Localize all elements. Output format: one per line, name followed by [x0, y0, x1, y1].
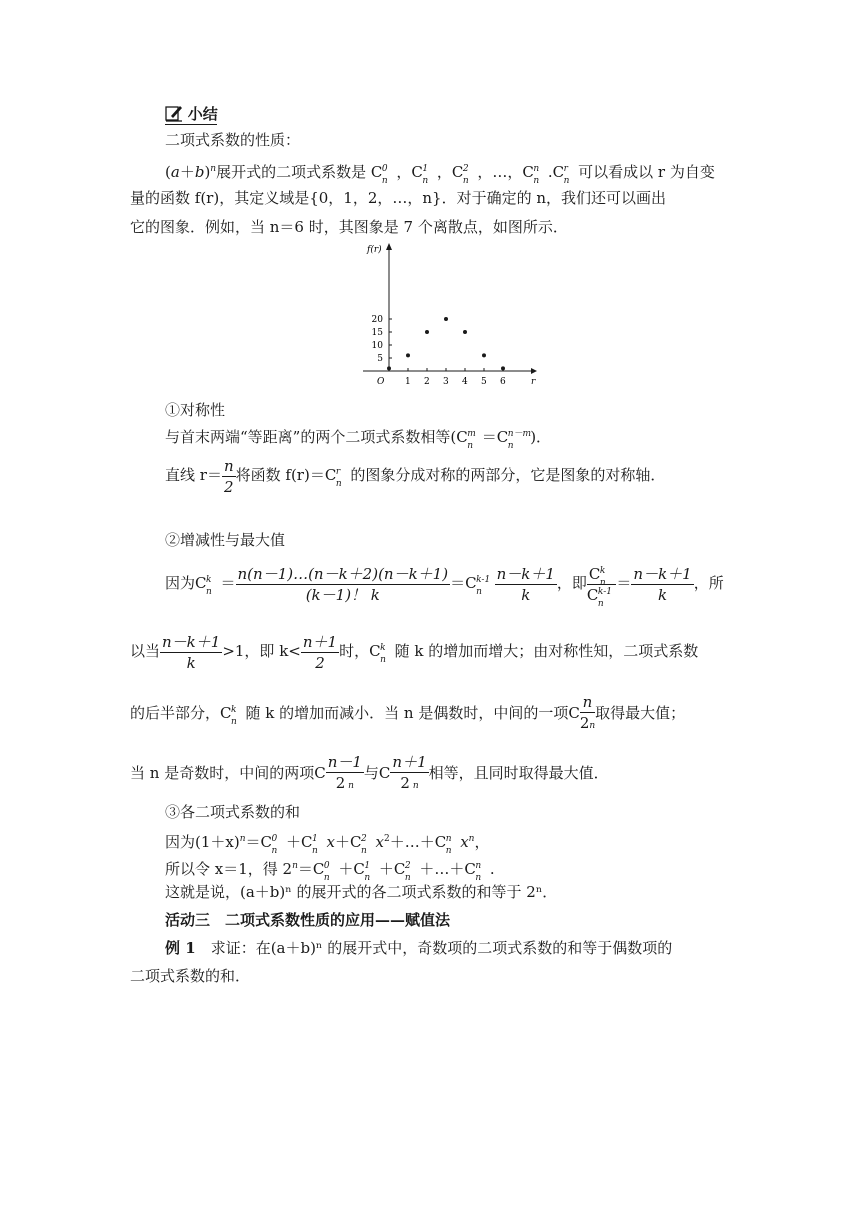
sum-line-2: 所以令 x＝1，得 $2^n=C$ 0 n ＋C 1 n ＋C 2 n ＋…＋C n n . [165, 860, 495, 883]
para-1-line-1: $(a+b)^n$展开式的二项式系数是 C 0 n ，C 1 n ，C 2 n ，…，C n n .C r n 可以看成以 r 为自变 [165, 163, 715, 186]
data-point [444, 317, 448, 321]
example-line-2: 二项式系数的和． [130, 967, 251, 985]
data-point [387, 366, 391, 370]
data-point [482, 353, 486, 357]
monotonicity-line-3: 的后半部分，C k n 随 k 的增加而减小．当 n 是偶数时，中间的一项C $\frac{n}{2n}$ 取得最大值； [130, 693, 686, 732]
example-line-1: 例 1 求证：在(a＋b)ⁿ 的展开式中，奇数项的二项式系数的和等于偶数项的 [165, 939, 673, 957]
sum-line-1: 因为$(1+x)^n=C$ 0 n ＋C 1 n x＋C 2 n $x^2+\dots+C$ n n $x^n$， [165, 833, 490, 856]
data-point [406, 353, 410, 357]
y-axis-arrow [386, 243, 392, 250]
y-tick-label: 20 [371, 315, 383, 325]
para-1-line-2: 量的函数 f(r)，其定义域是{0，1，2，…，n}．对于确定的 n，我们还可以画出 [130, 189, 667, 207]
origin-label: O [377, 377, 385, 387]
x-axis-arrow [531, 368, 537, 374]
pencil-note-icon [165, 104, 183, 122]
y-axis-label: f(r) [367, 245, 382, 255]
x-tick-label: 3 [443, 377, 449, 387]
data-point [501, 366, 505, 370]
para-1-line-3: 它的图象．例如，当 n＝6 时，其图象是 7 个离散点，如图所示． [130, 218, 568, 236]
data-point [425, 330, 429, 334]
symmetry-title: ①对称性 [165, 401, 226, 419]
monotonicity-line-4: 当 n 是奇数时，中间的两项C $\frac{n-1}{2 n}$ 与C $\frac{n+1}{2 n}$ 相等，且同时取得最大值． [130, 753, 609, 792]
x-tick-label: 5 [481, 377, 487, 387]
y-tick-label: 5 [377, 354, 383, 364]
monotonicity-line-2: 以当 $\frac{n-k+1}{k}$ >1，即 k< $\frac{n+1}{2}$ 时，C k n 随 k 的增加而增大；由对称性知，二项式系数 [130, 632, 699, 672]
activity-heading: 活动三 二项式系数性质的应用——赋值法 [165, 911, 451, 929]
sum-title: ③各二项式系数的和 [165, 803, 301, 821]
properties-title: 二项式系数的性质： [165, 131, 301, 149]
example-label: 例 1 [165, 939, 196, 957]
x-tick-label: 2 [424, 377, 430, 387]
monotonicity-line-1: 因为C k n ＝ $\frac{n(n-1)\dots(n-k+2)(n-k+1)}{(k-1)! k}$ ＝C k-1 n $\frac{n-k+1}{k}$ ，即 C k n C k-1 n ＝ $\frac{n-k+1}{k}$ ，所 [165, 564, 724, 609]
x-tick-label: 1 [405, 377, 411, 387]
data-point [463, 330, 467, 334]
symmetry-line-1: 与首末两端“等距离”的两个二项式系数相等(C m n ＝C n－m n )． [165, 428, 552, 451]
x-tick-label: 4 [462, 377, 468, 387]
section-heading [165, 104, 218, 124]
monotonicity-title: ②增减性与最大值 [165, 531, 286, 549]
binomial-scatter-chart [355, 238, 540, 390]
sum-line-3: 这就是说，(a＋b)ⁿ 的展开式的各二项式系数的和等于 2ⁿ． [165, 883, 558, 901]
heading-text: 小结 [187, 105, 218, 123]
heading-underline [165, 124, 217, 125]
symmetry-line-2: 直线 r＝ $\frac{n}{2}$ 将函数 f(r)＝C r n 的图象分成对称的两部分，它是图象的对称轴． [165, 456, 666, 496]
x-axis-label: r [531, 377, 536, 387]
y-tick-label: 15 [371, 328, 383, 338]
x-tick-label: 6 [500, 377, 506, 387]
y-tick-label: 10 [371, 341, 383, 351]
